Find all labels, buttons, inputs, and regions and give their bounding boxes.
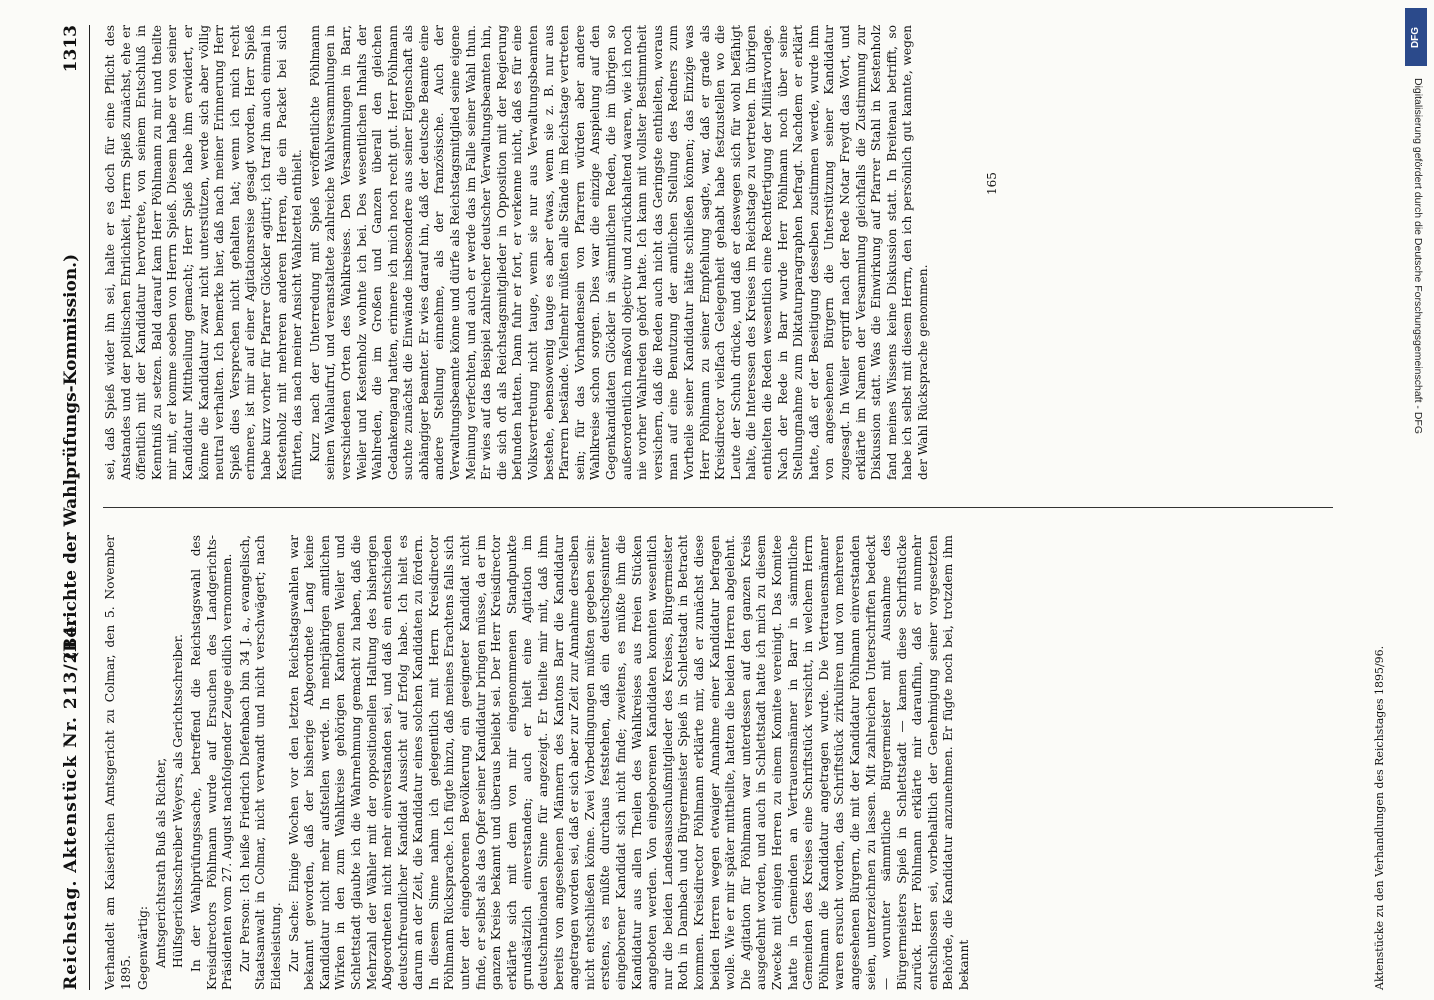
paragraph: Kurz nach der Unterredung mit Spieß veröffentlichte Pöhlmann seinen Wahlaufruf, und veranstaltete zahlreiche Wahlversammlungen in verschiedenen Orten des Wahlkreises. Den Versammlungen in Barr, Weiler und Kestenholz wohnte ich bei. Des wesentlichen Inhalts der Wahlreden, die im Großen und Ganzen überall den gleichen Gedankengang hatten, erinnere ich mich noch recht gut. Herr Pöhlmann suchte zunächst die Einwände insbesondere aus seiner Eigenschaft als abhängiger Beamter. Er wies darauf hin, daß der deutsche Beamte eine andere Stellung einnehme, als der französische. Auch der Verwaltungsbeamte könne und dürfe als Reichstagsmitglied seine eigene Meinung verfechten, und auch er werde das im Falle seiner Wahl thun. Er wies auf das Beispiel zahlreicher deutscher Verwaltungsbeamten hin, die sich oft als Reichstagsmitglieder in Opposition mit der Regierung befunden hatten. Dann fuhr er fort, er verkenne nicht, daß es für eine Volksvertretung nicht tauge, wenn sie nur aus Verwaltungsbeamten bestehe, ebensowenig tauge es aber etwas, wenn sie z. B. nur aus Pfarrern bestände. Vielmehr müßten alle Stände im Reichstage vertreten sein; für das Vorhandensein von Pfarrern würden aber andere Wahlkreise schon sorgen. Dies war die einzige Anspielung auf den Gegenkandidaten Glöckler in sämmtlichen Reden, die im übrigen so außerordentlich maßvoll objectiv und zurückhaltend waren, wie ich noch nie vorher Wahlreden gehört hatte. Ich kann mit vollster Bestimmtheit versichern, daß die Reden auch nicht das Geringste enthielten, woraus man auf eine Benutzung der amtlichen Stellung des Redners zum Vortheile seiner Kandidatur hätte schließen können; das Einzige was Herr Pöhlmann zu seiner Empfehlung sagte, war, daß er grade als Kreisdirector vielfach Gelegenheit gehabt habe festzustellen wo die Leute der Schuh drücke, und daß er deswegen sich für wohl befähigt halte, die Interessen des Kreises im Reichstage zu vertreten. Im übrigen enthielten die Reden wesentlich eine Rechtfertigung der Militärvorlage. Nach der Rede in Barr wurde Herr Pöhlmann noch über seine Stellungnahme zum Diktaturparagraphen befragt. Nachdem er erklärt hatte, daß er der Beseitigung desselben zustimmen werde, wurde ihm von angesehenen Bürgern die Unterstützung seiner Kandidatur zugesagt. In Weiler ergriff nach der Rede Notar Freydt das Wort, und erklärte im Namen der Versammlung gleichfalls die Zustimmung zur Diskussion statt. Was die Einwirkung auf Pfarrer Stahl in Kestenholz fand meines Wissens keine Diskussion statt. In Breitenau betrifft, so habe ich selbst mit diesem Herrn, den ich persönlich gut kannte, wegen der Wahl Rücksprache genommen. — [307, 25, 930, 480]
right-column — [103, 25, 963, 480]
signature-number: 165 — [985, 172, 999, 195]
column-divider — [103, 507, 1333, 508]
paragraph: sei, daß Spieß wider ihn sei, halte er es doch für eine Pflicht des Anstandes und der politischen Ehrlichkeit, Herrn Spieß zunächst, ehe er öffentlich mit der Kandidatur hervortrete, von seinem Entschluß in Kenntniß zu setzen. Bald darauf kam Herr Pöhlmann zu mir und theilte mir mit, er komme soeben von Herrn Spieß. Diesem habe er von seiner Kandidatur Mittheilung gemacht; Herr Spieß habe ihm erwidert, er könne die Kandidatur zwar nicht unterstützen, werde sich aber völlig neutral verhalten. Ich bemerke hier, daß nach meiner Erinnerung Herr Spieß dies Versprechen nicht gehalten hat; wenn ich mich recht erinnere, ist mir auf einer Agitationsreise gesagt worden, Herr Spieß habe kurz vorher für Pfarrer Glöckler agitirt; ich traf ihn auch einmal in Kestenholz mit mehreren anderen Herren, die ein Packet bei sich führten, das nach meiner Ansicht Wahlzettel enthielt. — [103, 25, 305, 480]
paragraph: Zur Person: Ich heiße Friedrich Diefenbach bin 34 J. a., evangelisch, Staatsanwalt in Colmar, nicht verwandt und nicht verschwägert; nach Eidesleistung. — [237, 535, 283, 990]
paragraph: In der Wahlprüfungssache, betreffend die Reichstagswahl des Kreisdirectors Pöhlmann wurde auf Ersuchen des Landgerichts-Präsidenten vom 27. August nachfolgender Zeuge eidlich vernommen. — [188, 535, 235, 990]
page-footer: Aktenstücke zu den Verhandlungen des Reichstages 1895/96. — [1373, 645, 1386, 990]
paragraph: Amtsgerichtsrath Buß als Richter, — [153, 757, 168, 968]
paragraph: Zur Sache: Einige Wochen vor den letzten Reichstagswahlen war bekannt geworden, daß der bisherige Abgeordnete Lang keine Kandidatur nicht mehr aufstellen werde. In mehrjährigen amtlichen Wirken in den zum Wahlkreise gehörigen Kantonen Weiler und Schlettstadt glaubte ich die Wahrnehmung gemacht zu haben, daß die Mehrzahl der Wähler mit der oppositionellen Haltung des bisherigen Abgeordneten nicht mehr einverstanden sei, und daß ein entschieden deutschfreundlicher Kandidat Aussicht auf Erfolg habe. Ich hielt es darum an der Zeit, die Kandidatur eines solchen Kandidaten zu fördern. In diesem Sinne nahm ich gelegentlich mit Herrn Kreisdirector Pöhlmann Rücksprache. Ich fügte hinzu, daß meines Erachtens falls sich unter der eingeborenen Bevölkerung ein geeigneter Kandidat nicht finde, er selbst als das Opfer seiner Kandidatur bringen müsse, da er im ganzen Kreise bekannt und überaus beliebt sei. Der Herr Kreisdirector erklärte sich mit dem von mir eingenommenen Standpunkte grundsätzlich einverstanden; auch er hielt eine Agitation im deutschnationalen Sinne für angezeigt. Er theilte mir mit, daß ihm bereits von angesehenen Männern des Kantons Barr die Kandidatur angetragen worden sei, daß er sich aber zur Zeit zur Annahme derselben nicht entschließen könne. Zwei Vorbedingungen müßten gegeben sein: erstens, es müßte durchaus feststehen, daß ein deutschgesinnter eingeborener Kandidat sich nicht finde; zweitens, es müßte ihm die Kandidatur aus allen Theilen des Wahlkreises aus freien Stücken angeboten werden. Von eingeborenen Kandidaten konnten wesentlich nur die beiden Landesausschußmitglieder des Kreises, Bürgermeister Roth in Dambach und Bürgermeister Spieß in Schlettstadt in Betracht kommen. Kreisdirector Pöhlmann erklärte mir, daß er zunächst diese beiden Herren wegen etwaiger Annahme einer Kandidatur befragen wolle. Wie er mir später mittheilte, hatten die beiden Herren abgelehnt. Die Agitation für Pöhlmann war unterdessen auf den ganzen Kreis ausgedehnt worden, und auch in Schlettstadt hatte ich mich zu diesem Zwecke mit einigen Herren zu einem Komitee vereinigt. Das Komitee hatte in Gemeinden an Vertrauensmänner in Barr in sämmtliche Gemeinden des Kreises eine Schriftstück versichtt, in welchem Herrn Pöhlmann die Kandidatur angetragen wurde. Die Vertrauensmänner waren ersucht worden, das Schriftstück zirkuliren und von mehreren angesehenen Bürgern, die mit der Kandidatur Pöhlmann einverstanden seien, unterzeichnen zu lassen. Mit zahlreichen Unterschriften bedeckt — worunter sämmtliche Bürgermeister mit Ausnahme des Bürgermeisters Spieß in Schlettstadt — kamen diese Schriftstücke zurück. Herr Pöhlmann erklärte mir daraufhin, daß er nunmehr entschlossen sei, vorbehaltlich der Genehmigung seiner vorgesetzten Behörde, die Kandidatur anzunehmen. Er fügte noch bei, trotzdem ihm bekannt — [286, 535, 972, 990]
dfg-logo-text: DFG — [1410, 26, 1422, 48]
paragraph: Verhandelt am Kaiserlichen Amtsgericht zu Colmar, den 5. November 1895. — [103, 535, 133, 990]
digitization-credit-strip — [1405, 8, 1427, 768]
left-column — [103, 535, 1368, 990]
paragraph: Gegenwärtig: — [136, 905, 151, 990]
paragraph: Hülfsgerichtsschreiber Weyers, als Gerichtsschreiber. — [171, 634, 186, 968]
digitization-credit: Digitalisierung gefördert durch die Deutsche Forschungsgemeinschaft - DFG — [1412, 78, 1424, 435]
header-left-title: Reichstag. Aktenstück Nr. 213/214. — [61, 618, 81, 990]
dfg-logo — [1405, 8, 1427, 66]
header-page-number: 1313 — [61, 25, 81, 73]
header-section-title: (Berichte der Wahlprüfungs-Kommission.) — [61, 253, 81, 660]
running-header — [55, 25, 95, 990]
header-rule — [89, 25, 90, 990]
rotated-page-content — [55, 25, 1400, 990]
